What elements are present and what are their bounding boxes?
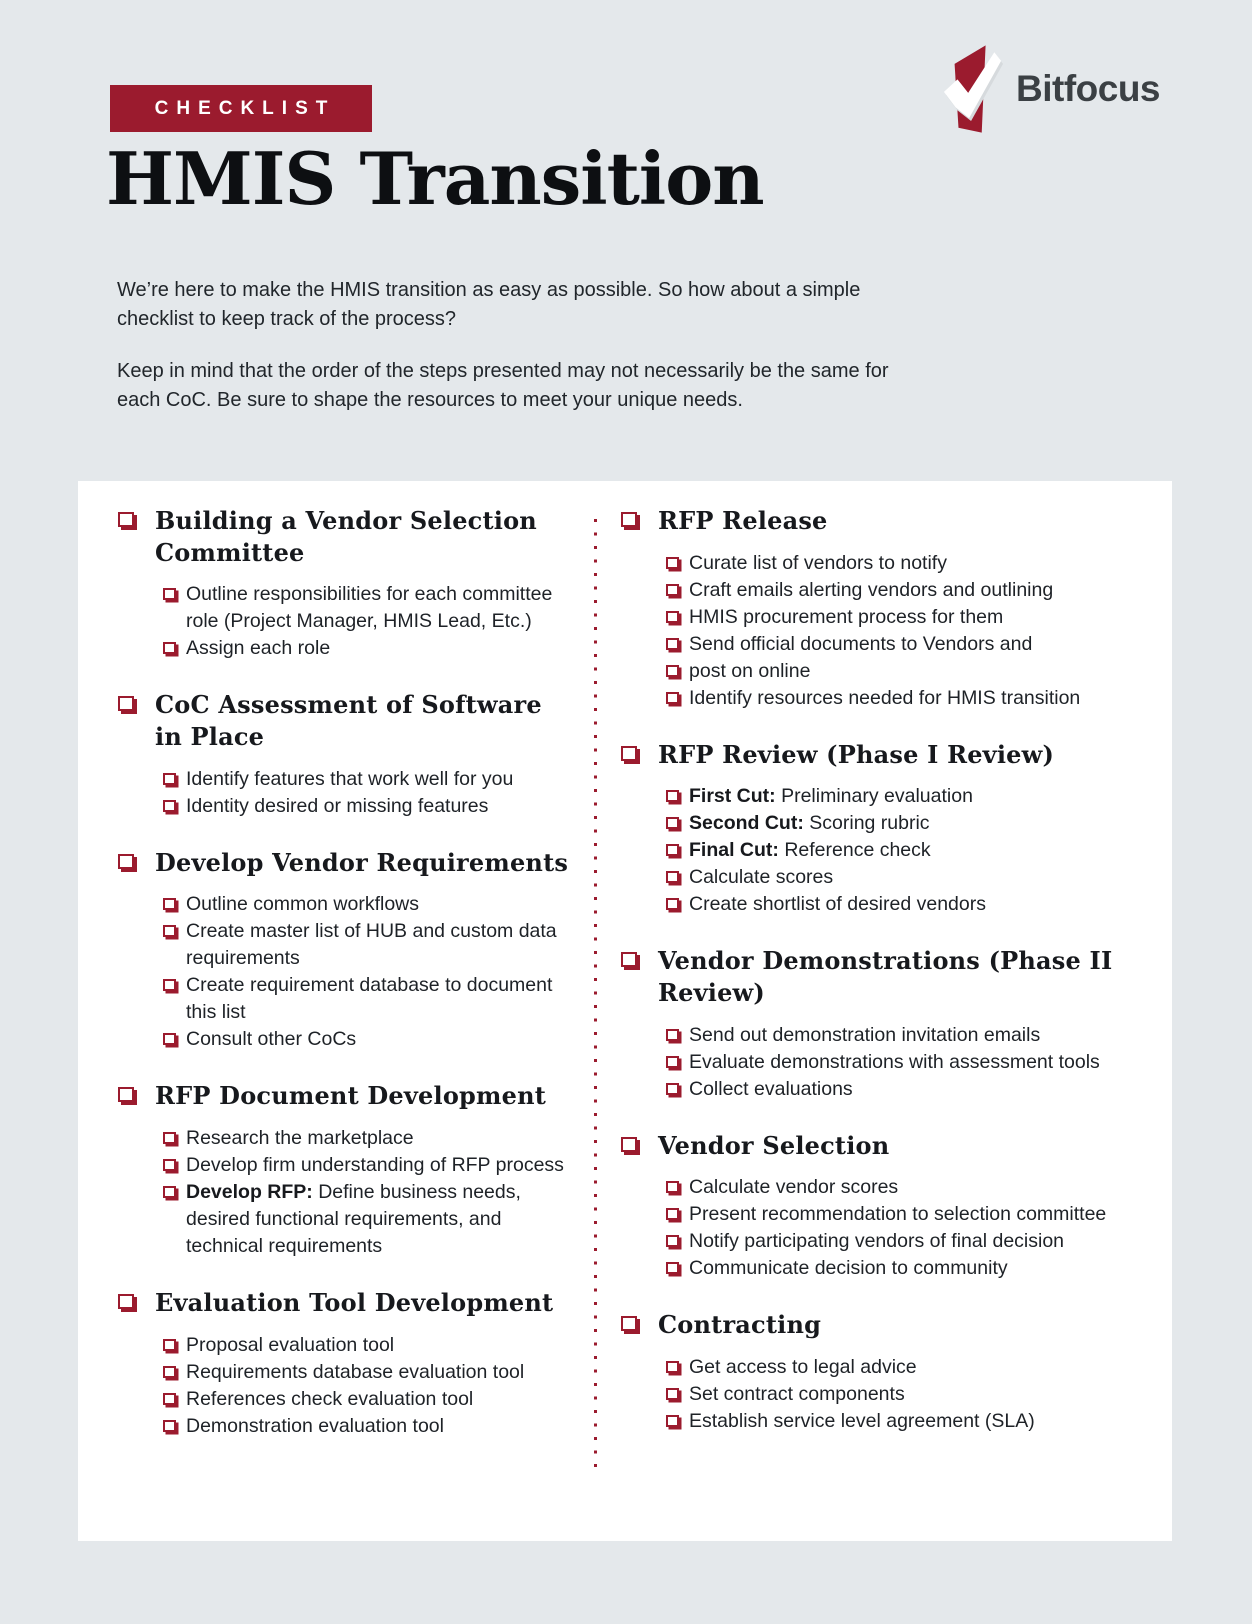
checklist-card bbox=[78, 481, 1172, 1541]
section-checkbox-icon bbox=[621, 1316, 637, 1331]
checklist-item bbox=[163, 972, 570, 1026]
checklist-item bbox=[666, 864, 1144, 891]
section-title: Evaluation Tool Development bbox=[155, 1288, 554, 1318]
checklist-item bbox=[666, 1049, 1144, 1076]
checklist-section bbox=[118, 505, 570, 662]
item-checkbox-icon bbox=[666, 1056, 679, 1068]
item-text: Research the marketplace bbox=[186, 1127, 414, 1150]
item-checkbox-icon bbox=[666, 611, 679, 623]
item-text: Present recommendation to selection committee bbox=[689, 1203, 1107, 1226]
item-text: Consult other CoCs bbox=[186, 1028, 357, 1051]
checklist-item bbox=[666, 1381, 1144, 1408]
checklist-section bbox=[118, 1287, 570, 1440]
item-checkbox-icon bbox=[163, 1339, 176, 1351]
checklist-item bbox=[163, 1386, 570, 1413]
checklist-item bbox=[666, 604, 1144, 631]
item-text: Set contract components bbox=[689, 1383, 905, 1406]
item-text: Outline common workflows bbox=[186, 893, 419, 916]
item-text: Assign each role bbox=[186, 637, 331, 660]
section-heading-row bbox=[118, 1287, 570, 1319]
item-checkbox-icon bbox=[163, 1393, 176, 1405]
item-checkbox-icon bbox=[163, 1159, 176, 1171]
item-text: Requirements database evaluation tool bbox=[186, 1360, 525, 1383]
checklist-item bbox=[163, 1359, 570, 1386]
item-text: Create requirement database to document this list bbox=[186, 974, 553, 1024]
section-items bbox=[163, 766, 570, 820]
item-checkbox-icon bbox=[163, 773, 176, 785]
section-checkbox-icon bbox=[118, 1294, 134, 1309]
item-text: Proposal evaluation tool bbox=[186, 1333, 395, 1356]
section-items bbox=[666, 783, 1144, 918]
checklist-item bbox=[163, 891, 570, 918]
item-checkbox-icon bbox=[666, 898, 679, 910]
item-text: Calculate vendor scores bbox=[689, 1176, 899, 1199]
checklist-item bbox=[666, 1076, 1144, 1103]
item-checkbox-icon bbox=[163, 642, 176, 654]
checklist-item bbox=[666, 1201, 1144, 1228]
item-text: Send out demonstration invitation emails bbox=[689, 1023, 1041, 1046]
section-title: Develop Vendor Requirements bbox=[155, 847, 569, 877]
item-checkbox-icon bbox=[163, 1420, 176, 1432]
item-checkbox-icon bbox=[666, 557, 679, 569]
checklist-item bbox=[666, 1408, 1144, 1435]
item-text: Evaluate demonstrations with assessment tools bbox=[689, 1050, 1100, 1073]
section-heading-row bbox=[621, 945, 1144, 1008]
checklist-section bbox=[621, 739, 1144, 919]
intro-paragraph-2: Keep in mind that the order of the steps presented may not necessarily be the same for each CoC. Be sure to shape the resources to meet your unique needs. bbox=[117, 360, 889, 411]
item-checkbox-icon bbox=[666, 1388, 679, 1400]
checklist-section bbox=[118, 847, 570, 1054]
item-checkbox-icon bbox=[666, 1415, 679, 1427]
checklist-item bbox=[163, 635, 570, 662]
item-text: Identity desired or missing features bbox=[186, 794, 489, 817]
section-items bbox=[163, 891, 570, 1053]
item-checkbox-icon bbox=[666, 692, 679, 704]
checklist-item bbox=[666, 685, 1144, 712]
section-heading-row bbox=[621, 1130, 1144, 1162]
item-text: Collect evaluations bbox=[689, 1077, 853, 1100]
item-checkbox-icon bbox=[666, 1235, 679, 1247]
checklist-item bbox=[163, 1332, 570, 1359]
checklist-item bbox=[163, 1152, 570, 1179]
intro-paragraph-1: We’re here to make the HMIS transition as easy as possible. So how about a simple checklist to keep track of the process? bbox=[117, 279, 861, 330]
section-heading-row bbox=[621, 505, 1144, 537]
item-text: Craft emails alerting vendors and outlining bbox=[689, 578, 1054, 601]
item-checkbox-icon bbox=[163, 1132, 176, 1144]
section-items bbox=[666, 550, 1144, 712]
checklist-item bbox=[666, 658, 1144, 685]
checklist-item bbox=[163, 1179, 570, 1260]
section-title: Building a Vendor Selection Committee bbox=[155, 506, 537, 567]
item-checkbox-icon bbox=[163, 588, 176, 600]
item-checkbox-icon bbox=[666, 584, 679, 596]
checklist-item bbox=[666, 837, 1144, 864]
checklist-item bbox=[666, 810, 1144, 837]
item-text: Communicate decision to community bbox=[689, 1257, 1008, 1280]
item-text: Calculate scores bbox=[689, 866, 834, 889]
checklist-item bbox=[163, 766, 570, 793]
item-text: Curate list of vendors to notify bbox=[689, 551, 947, 574]
section-heading-row bbox=[118, 847, 570, 879]
item-text: First Cut: Preliminary evaluation bbox=[689, 785, 973, 808]
page-title: HMIS Transition bbox=[106, 136, 764, 221]
section-checkbox-icon bbox=[118, 1087, 134, 1102]
checklist-item bbox=[666, 1228, 1144, 1255]
section-title: Contracting bbox=[658, 1310, 822, 1340]
checklist-item bbox=[666, 631, 1144, 658]
section-title: CoC Assessment of Software in Place bbox=[155, 690, 542, 752]
item-checkbox-icon bbox=[666, 665, 679, 677]
checklist-item bbox=[666, 1255, 1144, 1282]
checklist-item bbox=[163, 793, 570, 820]
checklist-badge-label: CHECKLIST bbox=[154, 97, 336, 119]
item-text: Final Cut: Reference check bbox=[689, 839, 931, 862]
item-checkbox-icon bbox=[163, 979, 176, 991]
checklist-section bbox=[621, 945, 1144, 1102]
item-text: Create shortlist of desired vendors bbox=[689, 893, 986, 916]
bitfocus-logo bbox=[942, 40, 1160, 138]
item-checkbox-icon bbox=[666, 1262, 679, 1274]
section-heading-row bbox=[118, 689, 570, 752]
checklist-item bbox=[163, 918, 570, 972]
checklist-item bbox=[666, 1022, 1144, 1049]
section-items bbox=[666, 1174, 1144, 1282]
item-checkbox-icon bbox=[163, 1186, 176, 1198]
section-items bbox=[163, 581, 570, 662]
section-checkbox-icon bbox=[621, 746, 637, 761]
checklist-item bbox=[163, 1413, 570, 1440]
item-text: Second Cut: Scoring rubric bbox=[689, 812, 930, 835]
logo-text: Bitfocus bbox=[1016, 68, 1160, 109]
section-checkbox-icon bbox=[118, 696, 134, 711]
item-text: Notify participating vendors of final decision bbox=[689, 1230, 1065, 1253]
item-text: Identify resources needed for HMIS transition bbox=[689, 686, 1081, 709]
section-checkbox-icon bbox=[118, 854, 134, 869]
checklist-section bbox=[118, 1080, 570, 1260]
section-heading-row bbox=[118, 505, 570, 568]
item-checkbox-icon bbox=[666, 1083, 679, 1095]
section-items bbox=[666, 1354, 1144, 1435]
item-text: Send official documents to Vendors and bbox=[689, 632, 1033, 655]
section-items bbox=[163, 1332, 570, 1440]
section-checkbox-icon bbox=[621, 952, 637, 967]
checklist-item bbox=[666, 577, 1144, 604]
section-heading-row bbox=[621, 1309, 1144, 1341]
checklist-item bbox=[666, 783, 1144, 810]
item-checkbox-icon bbox=[666, 1029, 679, 1041]
item-text: Develop RFP: Define business needs, desired functional requirements, and technical requirements bbox=[186, 1181, 521, 1258]
checklist-item bbox=[666, 1174, 1144, 1201]
section-heading-row bbox=[118, 1080, 570, 1112]
column-right bbox=[621, 505, 1144, 1467]
item-text: References check evaluation tool bbox=[186, 1387, 474, 1410]
item-text: HMIS procurement process for them bbox=[689, 605, 1004, 628]
item-checkbox-icon bbox=[666, 638, 679, 650]
item-checkbox-icon bbox=[666, 1181, 679, 1193]
checklist-section bbox=[118, 689, 570, 819]
section-title: Vendor Selection bbox=[658, 1130, 890, 1160]
section-items bbox=[666, 1022, 1144, 1103]
item-text: post on online bbox=[689, 659, 811, 682]
section-checkbox-icon bbox=[621, 512, 637, 527]
checklist-item bbox=[666, 550, 1144, 577]
item-text: Get access to legal advice bbox=[689, 1356, 917, 1379]
item-checkbox-icon bbox=[666, 1208, 679, 1220]
checklist-section bbox=[621, 505, 1144, 712]
item-checkbox-icon bbox=[163, 898, 176, 910]
item-checkbox-icon bbox=[666, 790, 679, 802]
item-checkbox-icon bbox=[666, 817, 679, 829]
item-checkbox-icon bbox=[163, 925, 176, 937]
checklist-section bbox=[621, 1130, 1144, 1283]
checklist-badge bbox=[110, 85, 372, 132]
section-title: RFP Review (Phase I Review) bbox=[658, 739, 1055, 769]
dotted-divider bbox=[594, 519, 597, 1467]
section-checkbox-icon bbox=[621, 1137, 637, 1152]
item-text: Create master list of HUB and custom data requirements bbox=[186, 920, 557, 970]
section-items bbox=[163, 1125, 570, 1260]
checklist-section bbox=[621, 1309, 1144, 1435]
section-title: RFP Release bbox=[658, 506, 828, 535]
intro-text bbox=[117, 276, 927, 438]
checklist-item bbox=[666, 1354, 1144, 1381]
column-left bbox=[118, 505, 570, 1467]
item-checkbox-icon bbox=[666, 844, 679, 856]
checkmark-flag-icon bbox=[942, 41, 1004, 137]
checklist-item bbox=[163, 1026, 570, 1053]
item-checkbox-icon bbox=[666, 871, 679, 883]
checklist-columns bbox=[118, 505, 1144, 1467]
item-checkbox-icon bbox=[163, 800, 176, 812]
section-title: RFP Document Development bbox=[155, 1081, 547, 1111]
checklist-item bbox=[163, 581, 570, 635]
section-title: Vendor Demonstrations (Phase II Review) bbox=[658, 946, 1113, 1008]
item-text: Identify features that work well for you bbox=[186, 767, 514, 790]
section-heading-row bbox=[621, 739, 1144, 771]
section-checkbox-icon bbox=[118, 512, 134, 527]
item-checkbox-icon bbox=[666, 1361, 679, 1373]
item-checkbox-icon bbox=[163, 1366, 176, 1378]
item-text: Establish service level agreement (SLA) bbox=[689, 1410, 1035, 1433]
item-text: Outline responsibilities for each committee role (Project Manager, HMIS Lead, Etc.) bbox=[186, 583, 553, 633]
item-text: Demonstration evaluation tool bbox=[186, 1414, 444, 1437]
item-text: Develop firm understanding of RFP process bbox=[186, 1154, 564, 1177]
item-checkbox-icon bbox=[163, 1033, 176, 1045]
checklist-item bbox=[666, 891, 1144, 918]
checklist-item bbox=[163, 1125, 570, 1152]
